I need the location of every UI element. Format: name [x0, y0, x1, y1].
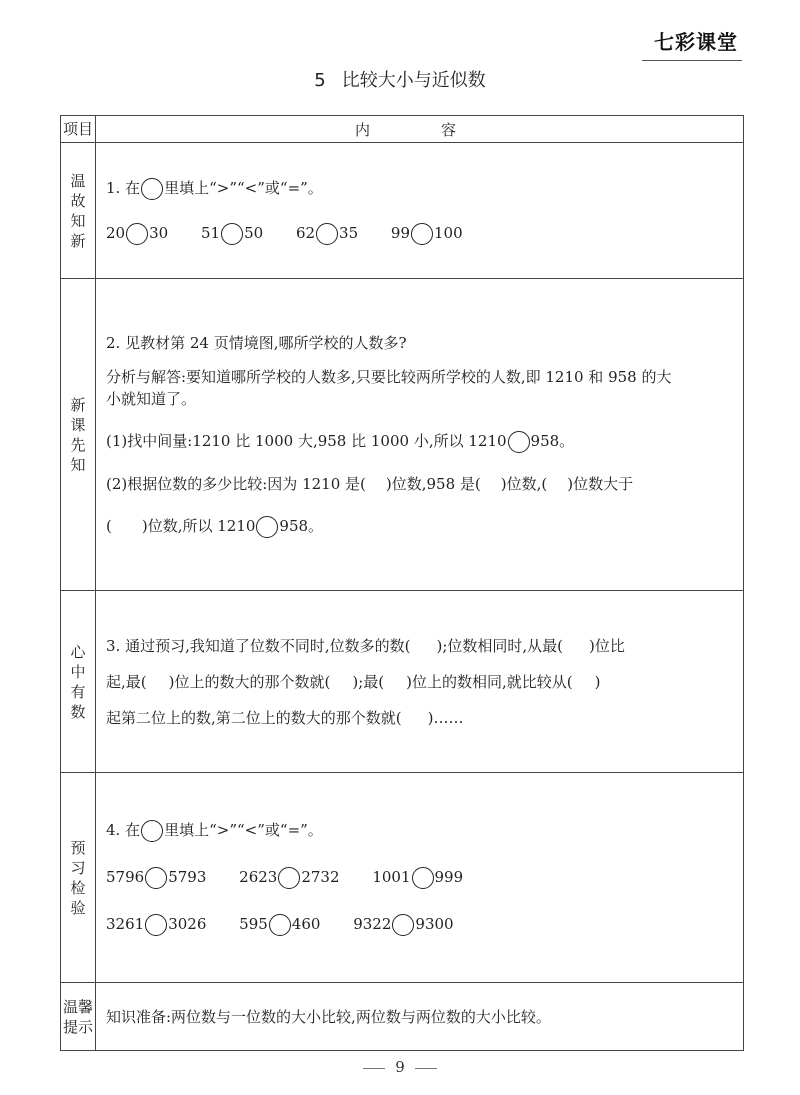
header-item: 项目 — [61, 116, 96, 143]
brand-logo: 七彩课堂 — [654, 30, 738, 54]
answer-circle[interactable] — [145, 867, 167, 889]
question-1-items: 20 30 51 50 62 35 99 100 — [106, 222, 733, 245]
page-number: 9 — [395, 1058, 405, 1076]
section-label-new-lesson: 新 课 先 知 — [61, 279, 96, 591]
answer-circle[interactable] — [316, 223, 338, 245]
question-3-line-2: 起,最( )位上的数大的那个数就( );最( )位上的数相同,就比较从( ) — [106, 672, 601, 691]
section-content-review — [96, 143, 744, 279]
section-content-check — [96, 773, 744, 983]
section-tips — [61, 983, 744, 1051]
answer-circle[interactable] — [141, 820, 163, 842]
section-label-tips: 温馨 提示 — [61, 983, 96, 1051]
question-1: 1. 在 里填上“>”“<”或“=”。 — [106, 177, 733, 200]
section-content-understanding — [96, 591, 744, 773]
lesson-number: 5 — [314, 70, 326, 91]
answer-circle[interactable] — [392, 914, 414, 936]
question-4-row-1: 5796 5793 2623 2732 1001 999 — [106, 866, 733, 889]
question-3-line-3: 起第二位上的数,第二位上的数大的那个数就( )…… — [106, 708, 464, 727]
answer-circle[interactable] — [221, 223, 243, 245]
section-label-check: 预 习 检 验 — [61, 773, 96, 983]
question-4: 4. 在 里填上“>”“<”或“=”。 — [106, 819, 733, 842]
lesson-table — [60, 115, 744, 1051]
table-header-row — [61, 116, 744, 143]
question-4-row-2: 3261 3026 595 460 9322 9300 — [106, 913, 733, 936]
section-new-lesson — [61, 279, 744, 591]
section-check — [61, 773, 744, 983]
answer-circle[interactable] — [256, 516, 278, 538]
page-title — [0, 66, 800, 92]
section-understanding — [61, 591, 744, 773]
question-3-line-1: 3. 通过预习,我知道了位数不同时,位数多的数( );位数相同时,从最( )位比 — [106, 636, 625, 655]
section-content-new-lesson — [96, 279, 744, 591]
answer-circle[interactable] — [145, 914, 167, 936]
analysis-line-1: 分析与解答:要知道哪所学校的人数多,只要比较两所学校的人数,即 1210 和 958 的大 — [106, 367, 672, 386]
answer-circle[interactable] — [412, 867, 434, 889]
section-label-understanding: 心 中 有 数 — [61, 591, 96, 773]
answer-circle[interactable] — [411, 223, 433, 245]
answer-circle[interactable] — [269, 914, 291, 936]
answer-circle[interactable] — [126, 223, 148, 245]
step-1: (1)找中间量:1210 比 1000 大,958 比 1000 小,所以 1210 958。 — [106, 430, 733, 453]
tips-text: 知识准备:两位数与一位数的大小比较,两位数与两位数的大小比较。 — [106, 1007, 551, 1026]
page-footer — [0, 1058, 800, 1076]
brand-underline — [642, 60, 742, 61]
question-2: 2. 见教材第 24 页情境图,哪所学校的人数多? — [106, 333, 407, 352]
answer-circle[interactable] — [141, 178, 163, 200]
section-review — [61, 143, 744, 279]
analysis-line-2: 小就知道了。 — [106, 389, 197, 408]
answer-circle[interactable] — [508, 431, 530, 453]
answer-circle[interactable] — [278, 867, 300, 889]
lesson-title: 比较大小与近似数 — [341, 70, 486, 91]
step-2-line-1: (2)根据位数的多少比较:因为 1210 是( )位数,958 是( )位数,( )位数大于 — [106, 474, 634, 493]
section-label-review: 温 故 知 新 — [61, 143, 96, 279]
section-content-tips — [96, 983, 744, 1051]
step-2-line-2: ( )位数,所以 1210 958。 — [106, 515, 733, 538]
header-content: 内 容 — [96, 116, 744, 143]
